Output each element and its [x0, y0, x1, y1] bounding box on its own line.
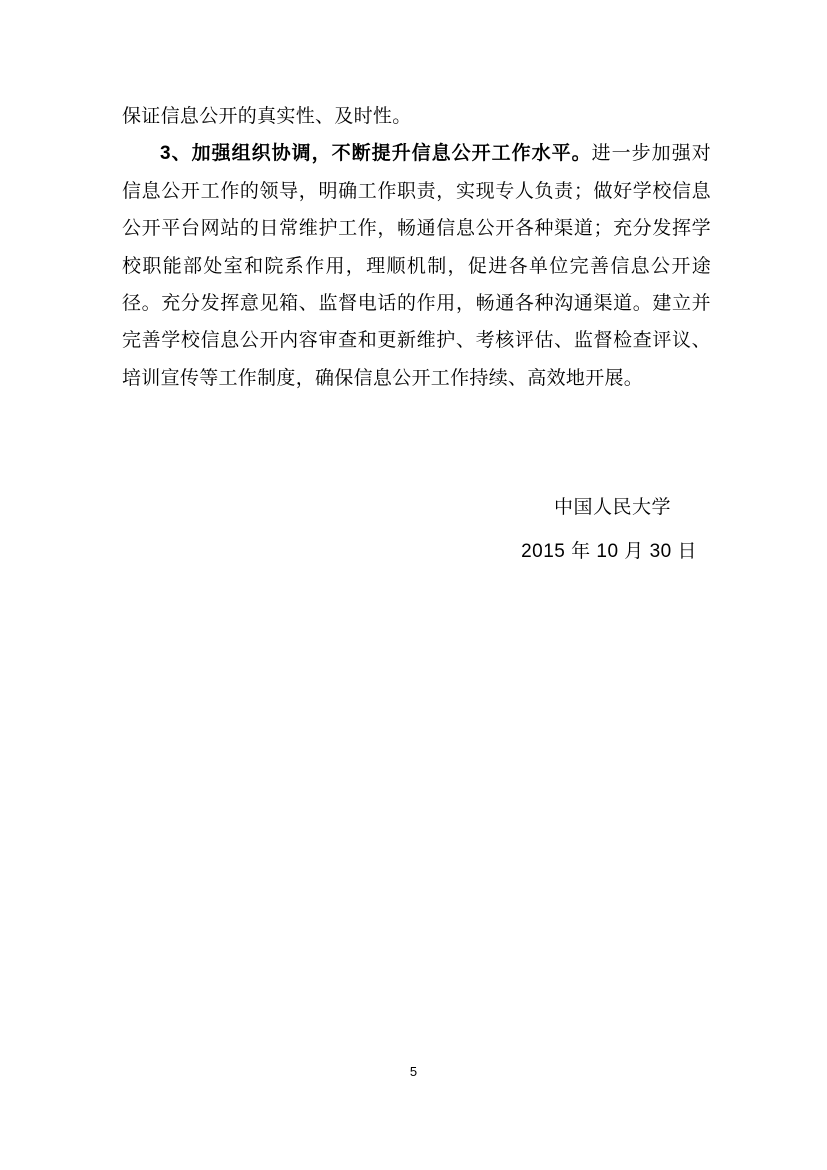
page-number: 5 — [409, 1064, 418, 1079]
signature-organization: 中国人民大学 — [553, 497, 671, 518]
section-3-body: 进一步加强对信息公开工作的领导，明确工作职责，实现专人负责；做好学校信息公开平台网站的日常维护工作，畅通信息公开各种渠道；充分发挥学校职能部处室和院系作用，理顺机制，促进各单位完善信息公开途径。充分发挥意见箱、监督电话的作用，畅通各种沟通渠道。建立并完善学校信息公开内容审查和更新维护、考核评估、监督检查评议、培训宣传等工作制度，确保信息公开工作持续、高效地开展。 — [122, 143, 711, 389]
section-3-heading: 3、加强组织协调，不断提升信息公开工作水平。 — [160, 143, 592, 165]
signature-date: 2015 年 10 月 30 日 — [521, 541, 697, 562]
document-body — [122, 98, 711, 397]
paragraph-continuation: 保证信息公开的真实性、及时性。 — [122, 106, 412, 127]
paragraph-section-3 — [122, 135, 711, 397]
signature-block — [122, 486, 711, 574]
